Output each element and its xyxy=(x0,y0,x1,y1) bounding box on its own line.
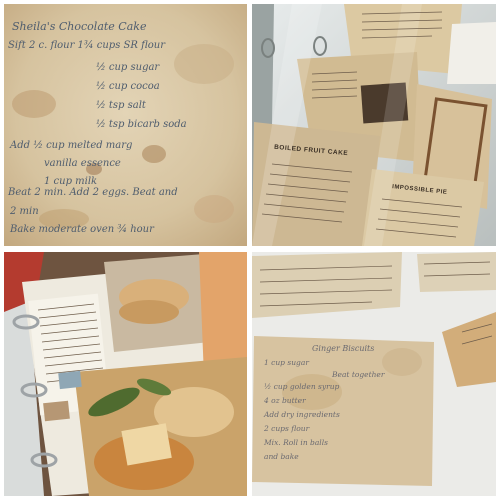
card-line: and bake xyxy=(264,452,299,461)
recipe-line: vanilla essence xyxy=(44,158,121,169)
recipe-line: Bake moderate oven ¾ hour xyxy=(10,224,154,235)
recipe-line: ½ tsp bicarb soda xyxy=(96,119,187,130)
tile-cookbook-binder xyxy=(4,252,247,496)
binder-sleeve-scene xyxy=(252,4,496,246)
recipe-line: ½ cup cocoa xyxy=(96,81,160,92)
card-line: 1 cup sugar xyxy=(264,358,309,367)
card-title: Ginger Biscuits xyxy=(312,344,375,353)
card-line: 4 oz butter xyxy=(264,396,306,405)
card-line: ½ cup golden syrup xyxy=(264,382,340,391)
card-line: Mix. Roll in balls xyxy=(264,438,328,447)
recipe-line: Sift 2 c. flour 1¾ cups SR flour xyxy=(8,40,165,51)
card-line: Add dry ingredients xyxy=(264,410,340,419)
tile-recipe-sleeves xyxy=(252,4,496,246)
tile-handwritten-cards xyxy=(252,252,496,496)
card-title-impossible-pie: IMPOSSIBLE PIE xyxy=(391,184,448,196)
recipe-line: ½ tsp salt xyxy=(96,100,146,111)
card-line: 2 cups flour xyxy=(264,424,310,433)
recipe-line: 2 min xyxy=(10,206,39,217)
recipe-line: Sheila's Chocolate Cake xyxy=(12,20,147,33)
card-line: Beat together xyxy=(332,370,385,379)
recipe-line: 1 cup milk xyxy=(44,176,98,187)
binder-scene xyxy=(4,252,247,496)
recipe-line: Beat 2 min. Add 2 eggs. Beat and xyxy=(8,187,178,198)
tile-handwritten-recipe xyxy=(4,4,247,246)
recipe-line: ½ cup sugar xyxy=(96,62,160,73)
card-title-boiled-fruit-cake: BOILED FRUIT CAKE xyxy=(273,143,349,158)
recipe-line: Add ½ cup melted marg xyxy=(10,140,133,151)
